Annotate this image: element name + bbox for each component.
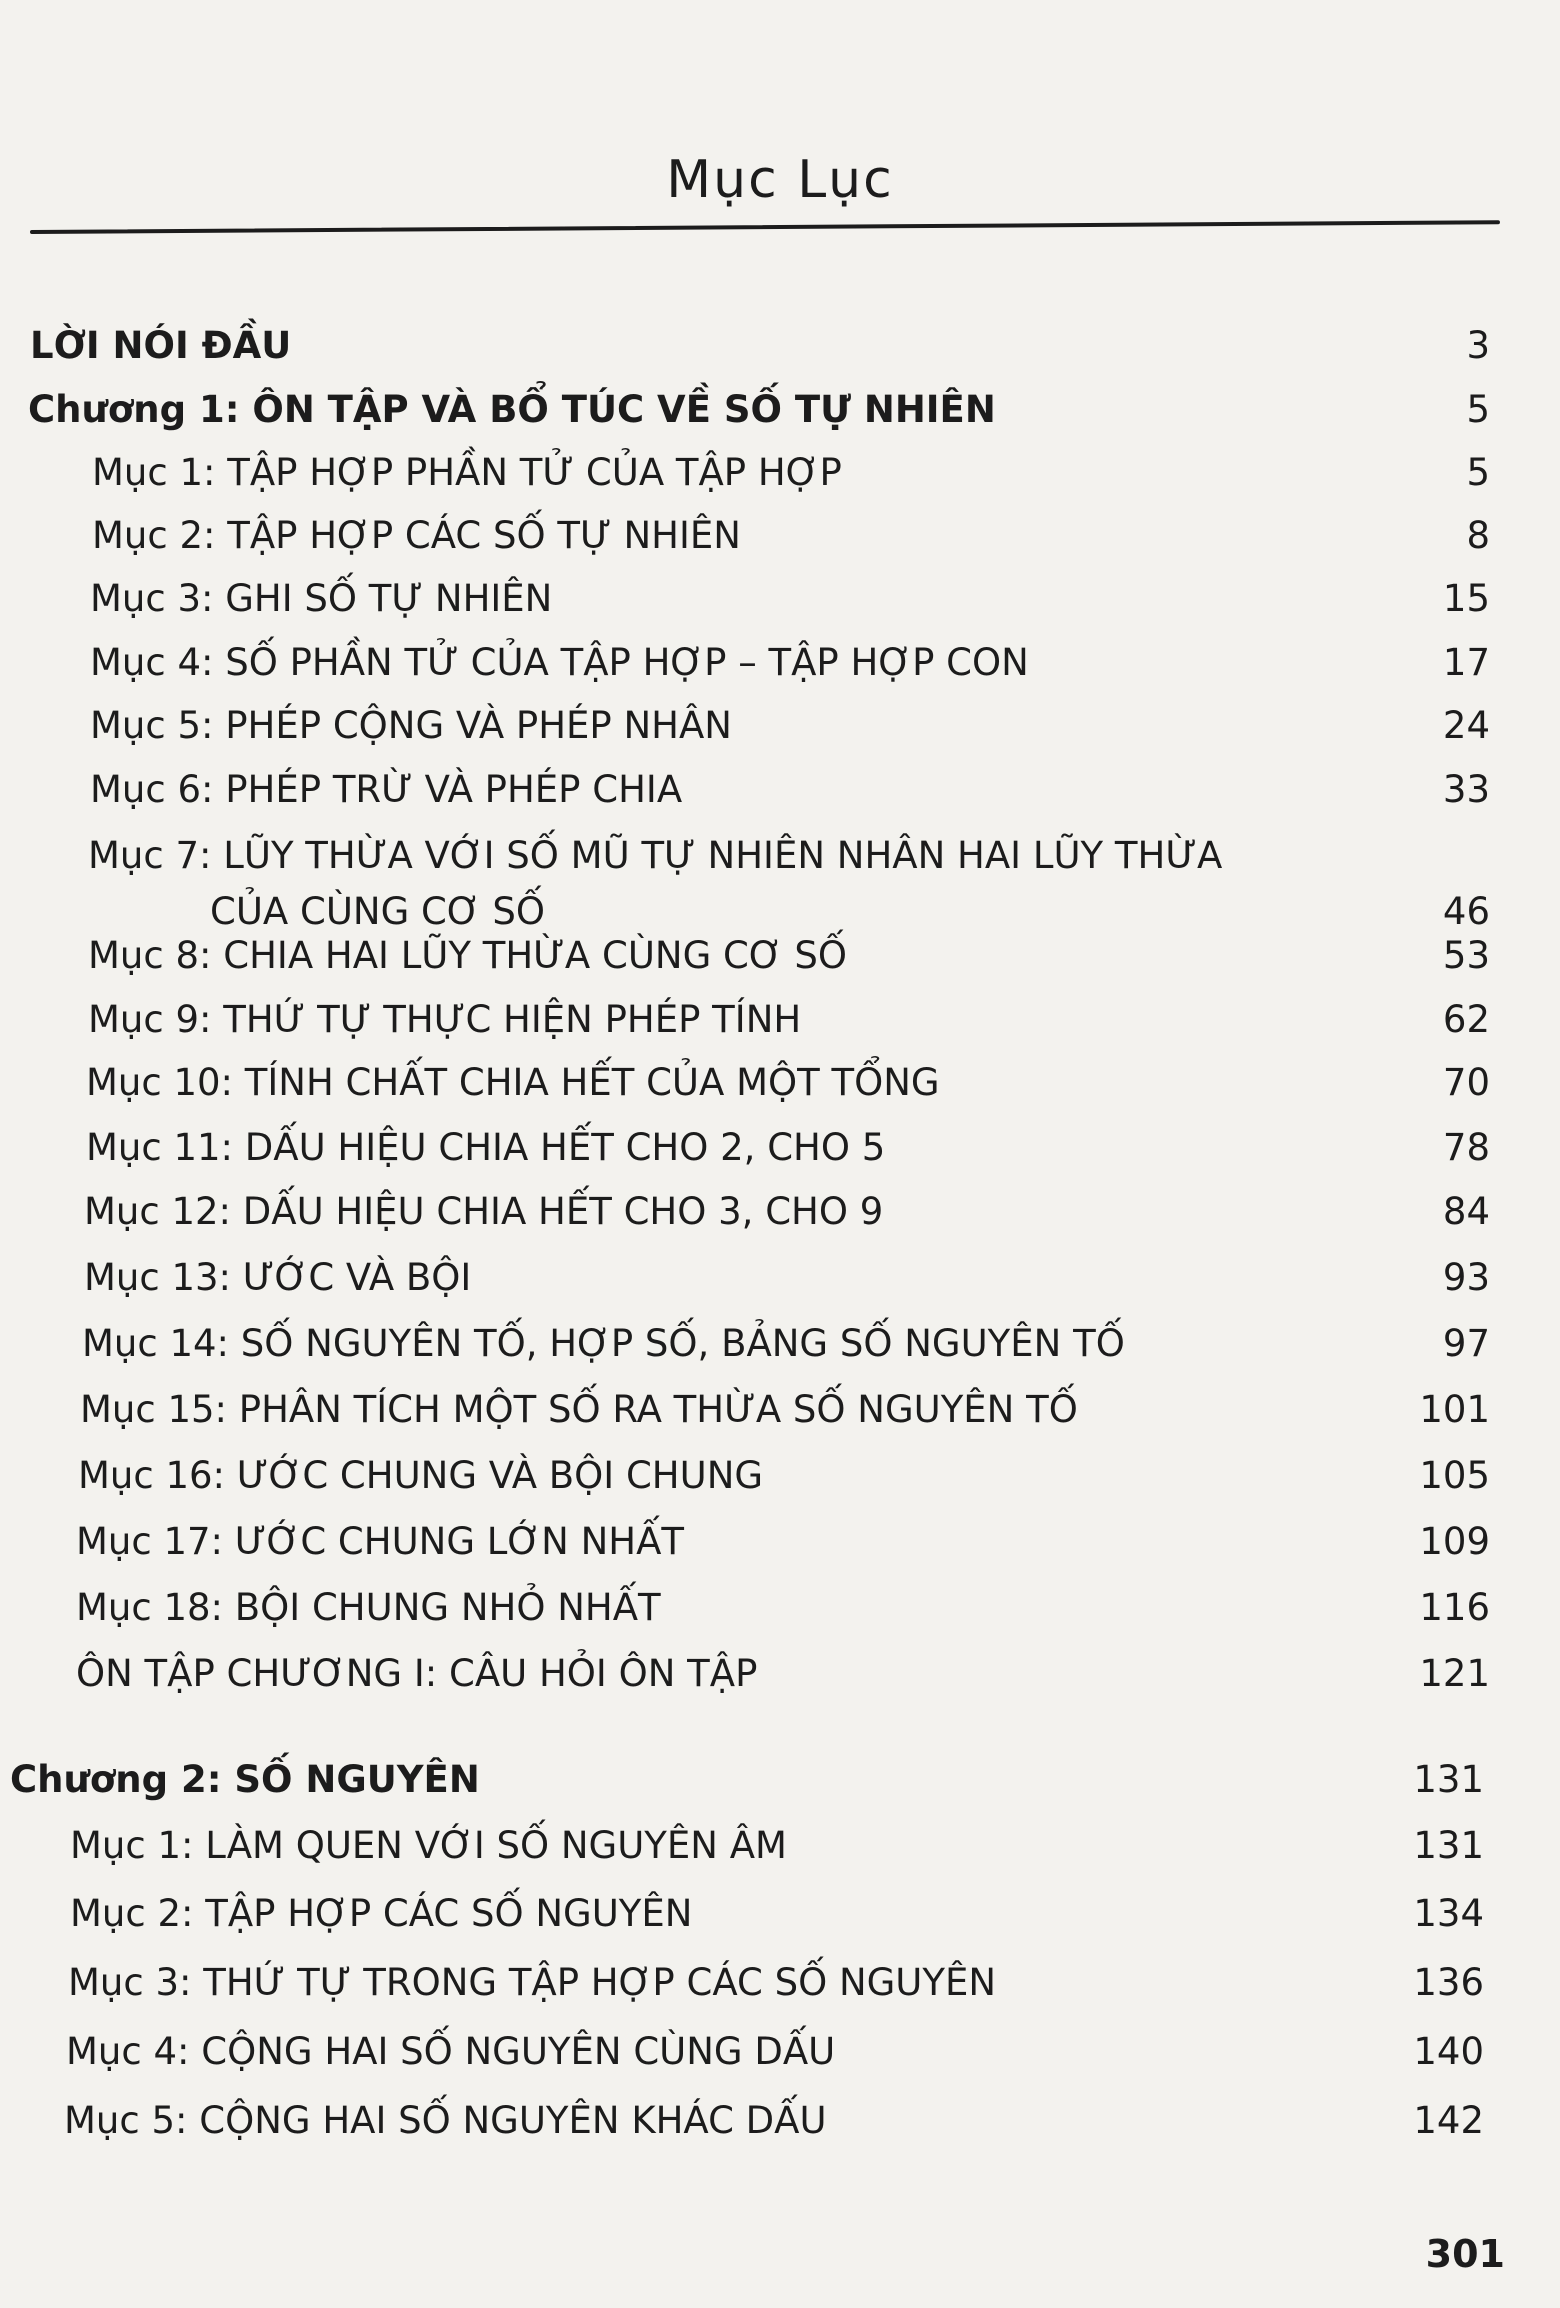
- toc-entry-page: 142: [1413, 2099, 1484, 2142]
- toc-entry: [70, 1818, 1484, 1874]
- toc-entry: [78, 1448, 1490, 1504]
- toc-entry-label: Mục 16: ƯỚC CHUNG VÀ BỘI CHUNG: [78, 1454, 764, 1497]
- toc-entry-page: 140: [1413, 2030, 1484, 2073]
- toc-entry-label: Mục 17: ƯỚC CHUNG LỚN NHẤT: [76, 1520, 685, 1563]
- toc-entry-page: 131: [1413, 1758, 1484, 1801]
- page-number: 301: [1425, 2232, 1505, 2276]
- toc-entry: [86, 1055, 1490, 1111]
- toc-entry: [90, 698, 1490, 754]
- toc-entry-label: Mục 4: SỐ PHẦN TỬ CỦA TẬP HỢP – TẬP HỢP CON: [90, 641, 1029, 684]
- toc-entry: [64, 2093, 1484, 2149]
- page-title: Mục Lục: [666, 150, 894, 210]
- toc-entry: [82, 1316, 1490, 1372]
- toc-entry: [88, 928, 1490, 984]
- toc-entry: [76, 1514, 1490, 1570]
- toc-entry-page: 46: [1442, 890, 1490, 933]
- toc-entry-page: 53: [1442, 934, 1490, 977]
- toc-entry-page: 33: [1442, 768, 1490, 811]
- toc-entry: [88, 828, 1490, 940]
- toc-entry-label-continued: CỦA CÙNG CƠ SỐ: [210, 890, 546, 933]
- toc-entry-label: Mục 4: CỘNG HAI SỐ NGUYÊN CÙNG DẤU: [66, 2030, 836, 2073]
- toc-entry-label: Mục 2: TẬP HỢP CÁC SỐ NGUYÊN: [70, 1892, 693, 1935]
- toc-entry-page: 8: [1466, 514, 1490, 557]
- toc-entry-page: 105: [1419, 1454, 1490, 1497]
- toc-entry-label: Mục 15: PHÂN TÍCH MỘT SỐ RA THỪA SỐ NGUYÊN TỐ: [80, 1388, 1078, 1431]
- toc-entry-page: 15: [1442, 577, 1490, 620]
- toc-entry-page: 116: [1419, 1586, 1490, 1629]
- toc-entry-label: Mục 1: TẬP HỢP PHẦN TỬ CỦA TẬP HỢP: [92, 451, 842, 494]
- toc-entry-label: Mục 7: LŨY THỪA VỚI SỐ MŨ TỰ NHIÊN NHÂN HAI LŨY THỪA: [88, 834, 1223, 877]
- toc-entry: [90, 762, 1490, 818]
- toc-entry-page: 78: [1442, 1126, 1490, 1169]
- toc-entry-label: Mục 5: PHÉP CỘNG VÀ PHÉP NHÂN: [90, 704, 732, 747]
- toc-entry-page: 62: [1442, 998, 1490, 1041]
- toc-entry-page: 3: [1466, 324, 1490, 367]
- toc-entry-page: 97: [1442, 1322, 1490, 1365]
- toc-entry-page: 93: [1442, 1256, 1490, 1299]
- toc-entry: [92, 445, 1490, 501]
- toc-entry: [90, 571, 1490, 627]
- toc-entry-label: Mục 2: TẬP HỢP CÁC SỐ TỰ NHIÊN: [92, 514, 741, 557]
- toc-entry-label: Mục 6: PHÉP TRỪ VÀ PHÉP CHIA: [90, 768, 683, 811]
- toc-entry: [84, 1250, 1490, 1306]
- toc-entry-label: Mục 13: ƯỚC VÀ BỘI: [84, 1256, 472, 1299]
- toc-entry-page: 70: [1442, 1061, 1490, 1104]
- toc-entry: [84, 1184, 1490, 1240]
- toc-chapter-2: [10, 1752, 1484, 1808]
- toc-entry-page: 134: [1413, 1892, 1484, 1935]
- toc-entry-page: 136: [1413, 1961, 1484, 2004]
- toc-entry-label: Mục 10: TÍNH CHẤT CHIA HẾT CỦA MỘT TỔNG: [86, 1061, 940, 1104]
- toc-entry: [70, 1886, 1484, 1942]
- toc-entry-page: 121: [1419, 1652, 1490, 1695]
- toc-entry: [88, 992, 1490, 1048]
- toc-entry: [92, 508, 1490, 564]
- toc-entry-label: Mục 3: GHI SỐ TỰ NHIÊN: [90, 577, 553, 620]
- toc-entry-label: Mục 11: DẤU HIỆU CHIA HẾT CHO 2, CHO 5: [86, 1126, 886, 1169]
- toc-entry-page: 101: [1419, 1388, 1490, 1431]
- toc-entry-label: Mục 14: SỐ NGUYÊN TỐ, HỢP SỐ, BẢNG SỐ NGUYÊN TỐ: [82, 1322, 1125, 1365]
- toc-entry-label: Mục 9: THỨ TỰ THỰC HIỆN PHÉP TÍNH: [88, 998, 802, 1041]
- toc-entry-label: Mục 1: LÀM QUEN VỚI SỐ NGUYÊN ÂM: [70, 1824, 787, 1867]
- toc-entry: [86, 1120, 1490, 1176]
- toc-entry-label: ÔN TẬP CHƯƠNG I: CÂU HỎI ÔN TẬP: [76, 1652, 758, 1695]
- toc-entry-label: Mục 8: CHIA HAI LŨY THỪA CÙNG CƠ SỐ: [88, 934, 848, 977]
- toc-entry: [76, 1580, 1490, 1636]
- toc-entry-label: LỜI NÓI ĐẦU: [30, 324, 292, 367]
- toc-entry-label: Chương 2: SỐ NGUYÊN: [10, 1758, 480, 1801]
- toc-entry-page: 84: [1442, 1190, 1490, 1233]
- toc-entry: [66, 2024, 1484, 2080]
- toc-entry: [90, 635, 1490, 691]
- toc-entry-page: 5: [1466, 451, 1490, 494]
- toc-entry-label: Chương 1: ÔN TẬP VÀ BỔ TÚC VỀ SỐ TỰ NHIÊN: [28, 388, 996, 431]
- toc-entry-preface: [30, 318, 1490, 374]
- toc-entry: [80, 1382, 1490, 1438]
- toc-entry-page: 17: [1442, 641, 1490, 684]
- toc-entry-review: [76, 1646, 1490, 1702]
- toc-entry-page: 131: [1413, 1824, 1484, 1867]
- toc-entry-label: Mục 3: THỨ TỰ TRONG TẬP HỢP CÁC SỐ NGUYÊN: [68, 1961, 997, 2004]
- toc-entry-page: 5: [1466, 388, 1490, 431]
- toc-entry-page: 24: [1442, 704, 1490, 747]
- toc-entry-label: Mục 5: CỘNG HAI SỐ NGUYÊN KHÁC DẤU: [64, 2099, 827, 2142]
- toc-entry-page: 109: [1419, 1520, 1490, 1563]
- toc-chapter-1: [28, 382, 1490, 438]
- toc-entry-label: Mục 12: DẤU HIỆU CHIA HẾT CHO 3, CHO 9: [84, 1190, 884, 1233]
- toc-entry-label: Mục 18: BỘI CHUNG NHỎ NHẤT: [76, 1586, 661, 1629]
- toc-entry: [68, 1955, 1484, 2011]
